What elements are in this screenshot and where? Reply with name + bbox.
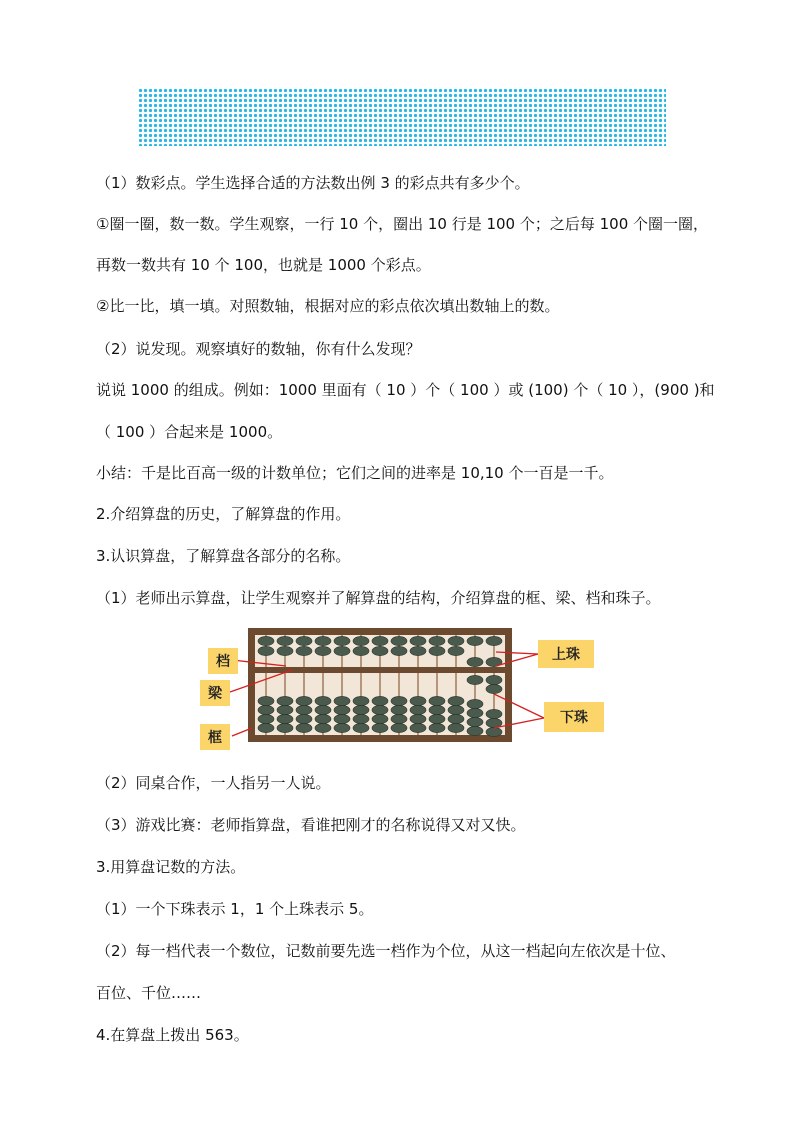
abacus-bead [315,646,331,655]
abacus-bead [258,636,274,645]
abacus-bead [315,636,331,645]
abacus-bead [448,696,464,705]
abacus-bead [277,696,293,705]
abacus-bead [391,714,407,723]
abacus-diagram [196,624,616,750]
abacus-bead [410,705,426,714]
abacus-bead [467,708,483,717]
text-line: （1）老师出示算盘，让学生观察并了解算盘的结构，介绍算盘的框、梁、档和珠子。 [96,589,661,607]
text-line: 再数一数共有 10 个 100，也就是 1000 个彩点。 [96,256,431,274]
text-line: 4.在算盘上拨出 563。 [96,1026,249,1044]
abacus-bead [372,723,388,732]
text-line: 说说 1000 的组成。例如：1000 里面有（ 10 ）个（ 100 ）或 (100) 个（ 10 ），(900 )和 [96,381,715,399]
abacus-bead [353,705,369,714]
abacus-bead [467,675,483,684]
abacus-bead [334,714,350,723]
abacus-bead [448,714,464,723]
abacus-bead [296,714,312,723]
abacus-bead [258,696,274,705]
colored-dots-grid [138,88,666,146]
abacus-bead [429,723,445,732]
abacus-bead [353,714,369,723]
abacus-bead [296,646,312,655]
abacus-bead [315,705,331,714]
text-line: （ 100 ）合起来是 1000。 [96,423,283,441]
abacus-bead [277,636,293,645]
abacus-bead [334,696,350,705]
abacus-bead [353,723,369,732]
abacus-bead [277,714,293,723]
abacus-bead [429,646,445,655]
text-line: 3.用算盘记数的方法。 [96,858,246,876]
abacus-bead [353,696,369,705]
abacus-bead [258,705,274,714]
abacus-bead [277,705,293,714]
abacus-bead [486,675,502,684]
abacus-bead [315,714,331,723]
abacus-bead [467,636,483,645]
text-line: ①圈一圈，数一数。学生观察，一行 10 个，圈出 10 行是 100 个；之后每 100 个圈一圈， [96,215,709,233]
abacus-bead [448,646,464,655]
text-line: （2）说发现。观察填好的数轴，你有什么发现？ [96,340,421,358]
abacus-bead [467,726,483,735]
abacus-bead [410,714,426,723]
abacus-bead [353,636,369,645]
abacus-beam [255,667,505,673]
text-line: ②比一比，填一填。对照数轴，根据对应的彩点依次填出数轴上的数。 [96,297,560,315]
abacus-bead [334,723,350,732]
abacus-bead [372,646,388,655]
text-line: （1）数彩点。学生选择合适的方法数出例 3 的彩点共有多少个。 [96,174,530,192]
abacus-bead [391,646,407,655]
label-liang: 梁 [200,680,230,706]
abacus-bead [334,705,350,714]
abacus-bead [410,723,426,732]
label-dang: 档 [208,648,238,674]
abacus-bead [315,723,331,732]
text-line: （2）每一档代表一个数位，记数前要先选一档作为个位，从这一档起向左依次是十位、 [96,942,676,960]
abacus-bead [486,684,502,693]
abacus-bead [334,646,350,655]
abacus-bead [486,727,502,736]
abacus-bead [372,714,388,723]
abacus-bead [334,636,350,645]
abacus-bead [372,636,388,645]
text-line: 小结：千是比百高一级的计数单位；它们之间的进率是 10,10 个一百是一千。 [96,464,614,482]
abacus-bead [277,723,293,732]
abacus-bead [410,636,426,645]
label-kuang: 框 [200,724,230,750]
abacus-bead [429,636,445,645]
abacus-bead [296,723,312,732]
abacus-bead [353,646,369,655]
abacus-bead [391,705,407,714]
abacus-bead [296,705,312,714]
abacus-bead [429,696,445,705]
abacus-bead [486,636,502,645]
text-line: 3.认识算盘，了解算盘各部分的名称。 [96,547,351,565]
abacus-bead [429,714,445,723]
abacus-bead [258,646,274,655]
abacus-bead [258,714,274,723]
abacus-bead [448,636,464,645]
label-shangzhu: 上珠 [538,640,594,668]
abacus-bead [448,723,464,732]
abacus-bead [391,723,407,732]
text-line: 百位、千位…… [96,984,202,1002]
text-line: （1）一个下珠表示 1，1 个上珠表示 5。 [96,900,374,918]
abacus-bead [429,705,445,714]
abacus-bead [467,699,483,708]
abacus-bead [372,696,388,705]
abacus-bead [410,646,426,655]
abacus-bead [448,705,464,714]
abacus-bead [372,705,388,714]
label-xiazhu: 下珠 [544,702,604,732]
abacus-bead [296,636,312,645]
abacus-bead [486,709,502,718]
abacus-bead [258,723,274,732]
abacus-bead [391,636,407,645]
abacus-bead [410,696,426,705]
text-line: （3）游戏比赛：老师指算盘，看谁把刚才的名称说得又对又快。 [96,816,526,834]
abacus-bead [277,646,293,655]
abacus-bead [467,657,483,666]
abacus-bead [315,696,331,705]
abacus-bead [391,696,407,705]
text-line: （2）同桌合作，一人指另一人说。 [96,774,331,792]
abacus-bead [467,717,483,726]
abacus-bead [296,696,312,705]
text-line: 2.介绍算盘的历史，了解算盘的作用。 [96,505,351,523]
